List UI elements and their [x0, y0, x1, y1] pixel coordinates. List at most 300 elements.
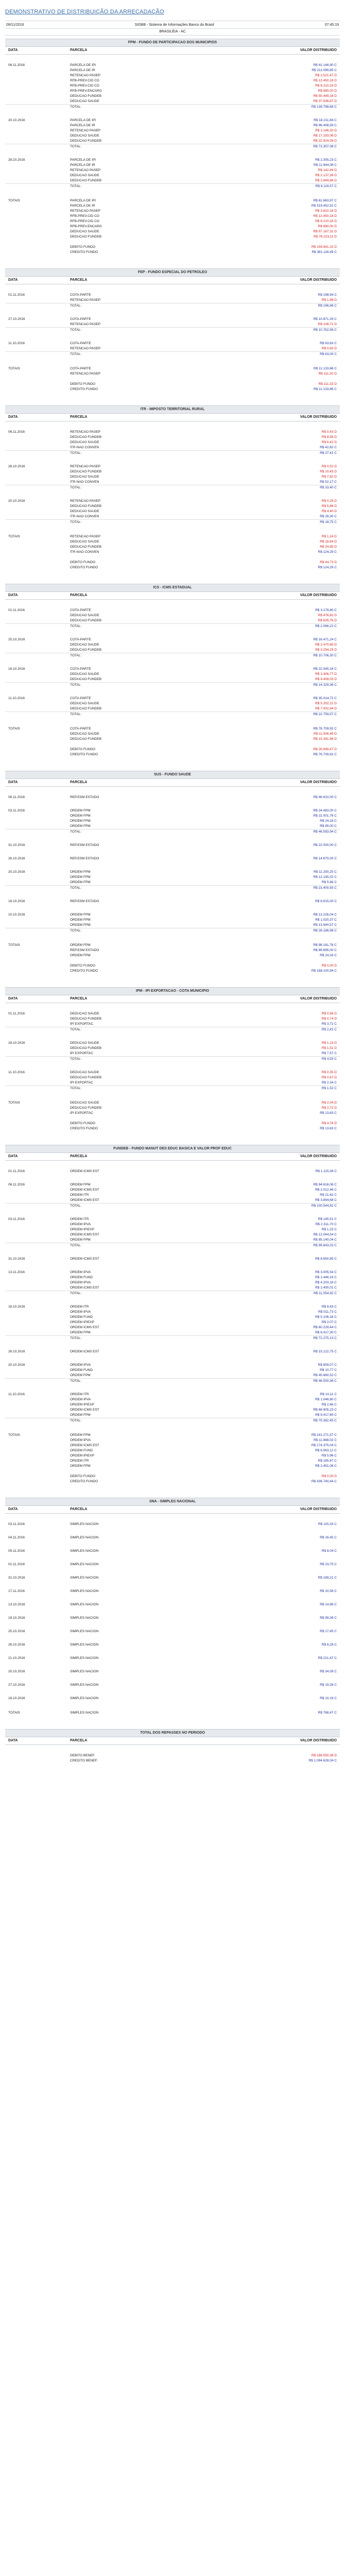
- row-parcela: TOTAL:: [70, 1244, 82, 1247]
- table-row: [5, 377, 340, 382]
- row-parcela: DEDUCAO FUNDEB: [70, 1046, 102, 1050]
- column-header: [5, 1153, 340, 1161]
- table-row: [5, 814, 340, 819]
- row-value: R$ 34,09 C: [320, 1670, 337, 1673]
- col-data: DATA: [8, 278, 18, 282]
- row-date: [8, 123, 70, 128]
- row-date: [8, 1443, 70, 1448]
- row-parcela: DEBITO FUNDO: [70, 1475, 95, 1478]
- row-parcela: ORDEM IPIEXP: [70, 1228, 94, 1231]
- row-parcela: RETENCAO PASEP: [70, 129, 101, 132]
- entry-group: [5, 1581, 340, 1594]
- row-date: 20.10.2016: [8, 1363, 25, 1367]
- table-row: [5, 1310, 340, 1315]
- row-value: R$ 3.810,16 D: [315, 209, 337, 213]
- row-value: R$ 174.375,04 C: [311, 1444, 337, 1447]
- table-row: [5, 234, 340, 240]
- row-value: R$ 24.483,00 C: [313, 809, 337, 812]
- row-value: R$ 8.650,85 C: [315, 1257, 337, 1261]
- row-value: R$ 52,17 C: [320, 480, 337, 484]
- table-row: [5, 608, 340, 613]
- row-parcela: DEDUCAO FUNDEB: [70, 619, 102, 622]
- table-row: [5, 1056, 340, 1062]
- row-value: R$ 27,41 C: [320, 451, 337, 455]
- row-value: R$ 7.002,94 D: [315, 707, 337, 710]
- row-date: 26.10.2016: [8, 857, 25, 860]
- row-parcela: SIMPLES NACION: [70, 1656, 99, 1660]
- row-parcela: [70, 555, 225, 560]
- row-date: 18.10.2016: [8, 1697, 25, 1700]
- column-header: [5, 1737, 340, 1745]
- row-parcela: DEDUCAO SAUDE: [70, 230, 99, 233]
- row-parcela: RETENCAO PASEP: [70, 499, 101, 503]
- table-row: [5, 912, 340, 918]
- row-parcela: DEDUCAO FUNDEB: [70, 737, 102, 741]
- row-date: [8, 1459, 70, 1464]
- row-value: R$ 0,56 D: [321, 1012, 337, 1015]
- table-row: [5, 875, 340, 880]
- row-value: R$ 10,58 C: [320, 1589, 337, 1593]
- table-row: [5, 885, 340, 891]
- row-value: R$ 211.099,85 C: [312, 69, 337, 72]
- row-date: [8, 1368, 70, 1373]
- row-value: R$ 94.616,06 C: [313, 1183, 337, 1187]
- row-parcela: ORDEM IPIEXP: [70, 1454, 94, 1458]
- row-parcela: COTA-PARTE: [70, 293, 91, 297]
- table-row: [5, 382, 340, 387]
- totals-group: [5, 1091, 340, 1131]
- section-title: FUNDEB - FUNDO MANUT DES EDUC BASICA E VALOR PROF EDUC: [5, 1145, 340, 1153]
- row-value: R$ 63,00 C: [320, 352, 337, 356]
- table-row: [5, 68, 340, 73]
- entry-group: [5, 904, 340, 934]
- row-date: [8, 1464, 70, 1469]
- row-date: [8, 642, 70, 648]
- table-row: [5, 555, 340, 560]
- header-date: 09/11/2016: [6, 23, 24, 27]
- section-title: FPM - FUNDO DE PARTICIPACAO DOS MUNICIPIOS: [5, 39, 340, 47]
- table-row: [5, 1320, 340, 1325]
- table-row: [5, 430, 340, 435]
- row-parcela: DEBITO BENEF.: [70, 1754, 95, 1757]
- row-date: [8, 1116, 70, 1121]
- row-value: R$ 511,73 C: [318, 1310, 337, 1314]
- row-date: [8, 480, 70, 485]
- row-value: R$ 23,75 C: [320, 1563, 337, 1566]
- row-value: R$ 188.100,94 C: [311, 969, 337, 973]
- row-value: [225, 1469, 337, 1474]
- row-value: R$ 3,72 C: [321, 1022, 337, 1026]
- row-parcela: ORDEM ITR: [70, 1217, 89, 1221]
- row-parcela: [70, 1116, 225, 1121]
- row-date: [8, 1469, 70, 1474]
- row-parcela: PARCELA DE IPI: [70, 158, 96, 162]
- row-date: 11.10.2016: [8, 1071, 25, 1074]
- row-date: 10.10.2016: [8, 913, 25, 917]
- row-date: [8, 1479, 70, 1484]
- row-parcela: TOTAL:: [70, 1028, 82, 1031]
- table-row: [5, 1086, 340, 1091]
- row-parcela: ORDEM FPM: [70, 819, 91, 823]
- table-row: [5, 732, 340, 737]
- row-value: R$ 2.066,22 C: [315, 624, 337, 628]
- entry-group: [5, 891, 340, 904]
- row-parcela: DEDUCAO FUNDEB: [70, 504, 102, 508]
- col-data: DATA: [8, 1155, 18, 1158]
- table-row: [5, 1280, 340, 1285]
- entry-group: [5, 1567, 340, 1581]
- table-row: [5, 1126, 340, 1131]
- row-value: R$ 111,32 D: [318, 382, 337, 386]
- row-date: 26.10.2016: [8, 1643, 25, 1647]
- table-row: [5, 293, 340, 298]
- row-value: R$ 221,47 C: [318, 1656, 337, 1660]
- row-value: R$ 35.014,72 C: [313, 697, 337, 700]
- row-parcela: SIMPLES NACION: [70, 1697, 99, 1700]
- row-value: R$ 18,75 C: [320, 520, 337, 524]
- row-parcela: ORDEM IPVA: [70, 1270, 91, 1274]
- row-parcela: ORDEM ITR: [70, 1305, 89, 1309]
- row-parcela: ORDEM ICMS EST: [70, 1350, 99, 1353]
- row-parcela: ORDEM ICMS EST: [70, 1286, 99, 1290]
- row-value: R$ 0,47 D: [321, 1076, 337, 1079]
- row-value: R$ 10.871,29 C: [313, 317, 337, 321]
- row-value: R$ 22.924,09 D: [313, 139, 337, 143]
- row-parcela: PARCELA DE IPI: [70, 63, 96, 67]
- section-title: ICS - ICMS ESTADUAL: [5, 584, 340, 592]
- table-row: [5, 534, 340, 539]
- row-parcela: DEDUCAO SAUDE: [70, 440, 99, 444]
- entry-group: [5, 688, 340, 717]
- table-row: [5, 824, 340, 829]
- row-date: [8, 824, 70, 829]
- table-row: [5, 899, 340, 904]
- row-value: R$ 159.641,10 D: [311, 245, 337, 249]
- row-parcela: TOTAL:: [70, 1336, 82, 1340]
- row-parcela: COTA-PARTE: [70, 667, 91, 671]
- table-row: [5, 808, 340, 814]
- report-sections: [5, 39, 340, 1764]
- row-parcela: PARCELA DE IR: [70, 69, 95, 72]
- table-row: [5, 1469, 340, 1474]
- row-date: [8, 1080, 70, 1086]
- report-title[interactable]: DEMONSTRATIVO DE DISTRIBUIÇÃO DA ARRECADAÇÃO: [5, 9, 164, 15]
- row-date: [8, 1320, 70, 1325]
- row-date: 06.11.2016: [8, 63, 25, 67]
- row-date: [8, 958, 70, 963]
- section-title: TOTAL DOS REPASSES NO PERIODO: [5, 1729, 340, 1737]
- row-parcela: TOTAL:: [70, 1379, 82, 1383]
- table-row: [5, 509, 340, 514]
- column-header: [5, 277, 340, 284]
- row-parcela: ORDEM FPM: [70, 875, 91, 879]
- row-date: 20.10.2016: [8, 870, 25, 874]
- row-date: [8, 520, 70, 525]
- row-value: [225, 377, 337, 382]
- row-date: [8, 1198, 70, 1203]
- row-parcela: DEDUCAO FUNDEB: [70, 545, 102, 549]
- row-value: R$ 9.417,65 C: [315, 1413, 337, 1417]
- table-row: [5, 706, 340, 711]
- table-row: [5, 1285, 340, 1291]
- row-parcela: DEDUCAO SAUDE: [70, 540, 99, 544]
- row-date: [8, 1315, 70, 1320]
- row-value: R$ 85,00 C: [320, 824, 337, 828]
- row-value: R$ 12.044,54 C: [313, 1233, 337, 1236]
- row-parcela: COTA-PARTE: [70, 727, 91, 731]
- row-value: R$ 111,32 D: [318, 372, 337, 376]
- totals-group: [5, 1423, 340, 1484]
- row-date: [8, 440, 70, 445]
- col-valor: VALOR DISTRIBUIDO: [300, 1507, 337, 1511]
- row-parcela: TOTAL:: [70, 713, 82, 716]
- row-value: R$ 15.341,98 D: [313, 737, 337, 741]
- row-parcela: ORDEM FPM: [70, 1464, 91, 1468]
- row-parcela: SIMPLES NACION: [70, 1563, 99, 1566]
- table-row: [5, 953, 340, 958]
- row-parcela: TOTAL:: [70, 328, 82, 332]
- row-value: R$ 8.210,33 D: [315, 219, 337, 223]
- row-parcela: DEBITO FUNDO: [70, 964, 95, 968]
- row-parcela: SIMPLES NACION: [70, 1549, 99, 1553]
- row-value: R$ 61.663,97 C: [313, 199, 337, 202]
- row-value: R$ 5,86 D: [321, 504, 337, 508]
- table-row: [5, 94, 340, 99]
- row-parcela: RETENCAO PASEP: [70, 209, 101, 213]
- row-value: R$ 11.888,02 C: [313, 1438, 337, 1442]
- table-row: [5, 1041, 340, 1046]
- table-row: [5, 943, 340, 948]
- table-row: [5, 298, 340, 303]
- row-date: [8, 209, 70, 214]
- row-parcela: ORDEM FUND: [70, 1315, 93, 1319]
- row-parcela: ORDEM ICMS EST: [70, 1198, 99, 1202]
- row-value: R$ 72.275,13 C: [313, 1336, 337, 1340]
- table-row: [5, 560, 340, 565]
- row-parcela: [70, 742, 225, 747]
- table-row: [5, 303, 340, 309]
- row-date: [8, 880, 70, 885]
- row-date: 18.10.2016: [8, 667, 25, 671]
- table-row: [5, 1291, 340, 1296]
- row-value: R$ 0,00 D: [321, 1475, 337, 1478]
- table-row: [5, 351, 340, 357]
- row-value: R$ 60.229,44 C: [313, 1326, 337, 1329]
- table-row: [5, 245, 340, 250]
- row-date: TOTAIS: [8, 943, 20, 947]
- entry-group: [5, 1634, 340, 1648]
- row-parcela: ORDEM FPM: [70, 870, 91, 874]
- row-date: 06.11.2016: [8, 1183, 25, 1187]
- table-row: [5, 474, 340, 480]
- row-value: R$ 24,85 D: [320, 545, 337, 549]
- row-value: R$ 9.119,57 C: [315, 184, 337, 188]
- table-row: [5, 1448, 340, 1453]
- table-row: [5, 118, 340, 123]
- row-date: 03.11.2016: [8, 809, 25, 812]
- row-value: R$ 7,57 C: [321, 1052, 337, 1055]
- row-parcela: SIMPLES NACION: [70, 1576, 99, 1580]
- table-row: [5, 1027, 340, 1032]
- row-parcela: DEDUCAO FUNDEB: [70, 648, 102, 652]
- row-date: 26.10.2016: [8, 1350, 25, 1353]
- row-parcela: REP.ESM ESTADO: [70, 795, 99, 799]
- table-row: [5, 1116, 340, 1121]
- row-date: [8, 133, 70, 139]
- row-parcela: ORDEM FPM: [70, 1238, 91, 1242]
- row-date: [8, 969, 70, 974]
- row-parcela: SIMPLES NACION: [70, 1683, 99, 1687]
- header-system: SIGBB - Sistema de Informações Banco do Brasil: [134, 23, 214, 27]
- row-value: R$ 198,94 C: [318, 293, 337, 297]
- row-value: R$ 8,28 C: [321, 1643, 337, 1647]
- row-value: R$ 980,00 D: [318, 225, 337, 228]
- table-row: [5, 1642, 340, 1648]
- row-parcela: ORDEM FPM: [70, 824, 91, 828]
- row-date: 05.11.2016: [8, 1549, 25, 1553]
- row-date: [8, 886, 70, 891]
- row-date: [8, 1758, 70, 1764]
- row-value: R$ 1.094.628,04 C: [308, 1759, 337, 1762]
- row-value: R$ 10,11 C: [320, 1393, 337, 1396]
- row-date: [8, 712, 70, 717]
- row-date: [8, 953, 70, 958]
- row-parcela: DEDUCAO SAUDE: [70, 643, 99, 647]
- table-row: [5, 856, 340, 861]
- entry-group: [5, 284, 340, 309]
- row-date: [8, 1413, 70, 1418]
- row-value: R$ 23.400,93 C: [313, 886, 337, 890]
- table-row: [5, 387, 340, 392]
- table-row: [5, 550, 340, 555]
- row-value: R$ 79.382,45 C: [313, 1419, 337, 1422]
- table-row: [5, 1304, 340, 1310]
- row-value: R$ 788,47 C: [318, 1711, 337, 1715]
- col-parcela: PARCELA: [70, 997, 88, 1001]
- entry-group: [5, 800, 340, 835]
- row-date: [8, 1418, 70, 1423]
- row-value: R$ 241.271,57 C: [311, 1433, 337, 1437]
- row-date: [8, 1373, 70, 1378]
- row-date: 20.10.2016: [8, 499, 25, 503]
- row-value: R$ 1,13 D: [321, 1041, 337, 1045]
- row-value: R$ 8,56 D: [321, 435, 337, 439]
- row-date: 25.10.2016: [8, 1630, 25, 1633]
- row-parcela: DEBITO FUNDO: [70, 382, 95, 386]
- table-row: [5, 341, 340, 346]
- row-parcela: DEDUCAO SAUDE: [70, 1101, 99, 1105]
- table-row: [5, 1575, 340, 1581]
- row-date: 03.11.2016: [8, 1217, 25, 1221]
- col-data: DATA: [8, 415, 18, 419]
- row-value: R$ 4,93 C: [321, 1057, 337, 1061]
- row-parcela: SIMPLES NACION: [70, 1670, 99, 1673]
- table-row: [5, 1522, 340, 1527]
- row-date: [8, 1336, 70, 1341]
- row-value: R$ 12.450,18 D: [313, 79, 337, 82]
- column-header: [5, 47, 340, 55]
- row-parcela: CREDITO FUNDO: [70, 969, 98, 973]
- row-date: [8, 234, 70, 240]
- table-row: [5, 1443, 340, 1448]
- row-date: [8, 1106, 70, 1111]
- row-date: [8, 1227, 70, 1232]
- col-valor: VALOR DISTRIBUIDO: [300, 278, 337, 282]
- row-date: 20.10.2016: [8, 118, 25, 122]
- row-date: 13.11.2016: [8, 1270, 25, 1274]
- row-parcela: ORDEM FUND: [70, 1368, 93, 1372]
- table-row: [5, 1275, 340, 1280]
- row-parcela: TOTAL:: [70, 145, 82, 148]
- col-parcela: PARCELA: [70, 278, 88, 282]
- table-row: [5, 963, 340, 969]
- col-parcela: PARCELA: [70, 1507, 88, 1511]
- table-row: [5, 1602, 340, 1607]
- row-value: R$ 0,29 D: [321, 499, 337, 503]
- table-row: [5, 1433, 340, 1438]
- table-row: [5, 1397, 340, 1402]
- table-row: [5, 63, 340, 68]
- row-parcela: ORDEM IPVA: [70, 1223, 91, 1226]
- table-row: [5, 198, 340, 204]
- header-time: 07:45:19: [324, 23, 339, 27]
- row-date: [8, 303, 70, 309]
- row-date: [8, 229, 70, 234]
- col-parcela: PARCELA: [70, 594, 88, 597]
- row-value: R$ 0,00 D: [321, 964, 337, 968]
- row-parcela: SIMPLES NACION: [70, 1711, 99, 1715]
- row-date: TOTAIS: [8, 1433, 20, 1437]
- row-value: R$ 2.451,06 C: [315, 1464, 337, 1468]
- row-date: [8, 1408, 70, 1413]
- row-date: [8, 1285, 70, 1291]
- table-row: [5, 1257, 340, 1262]
- row-parcela: DEDUCAO SAUDE: [70, 174, 99, 177]
- row-value: R$ 6.615,00 C: [315, 900, 337, 903]
- row-parcela: TOTAL:: [70, 352, 82, 356]
- row-parcela: RFB-PREV.CID CO: [70, 214, 99, 218]
- header-municipio: BRASILÉIA - AC: [5, 28, 340, 36]
- table-row: [5, 1193, 340, 1198]
- row-parcela: [70, 240, 225, 245]
- entry-group: [5, 1248, 340, 1262]
- row-date: [8, 99, 70, 104]
- table-row: [5, 1315, 340, 1320]
- table-row: [5, 918, 340, 923]
- row-parcela: IPI EXPORTAC: [70, 1022, 93, 1026]
- col-parcela: PARCELA: [70, 1739, 88, 1742]
- row-parcela: RETENCAO PASEP: [70, 298, 101, 302]
- row-value: R$ 46.610,00 C: [313, 795, 337, 799]
- row-parcela: DEBITO FUNDO: [70, 245, 95, 249]
- column-header: [5, 779, 340, 787]
- row-value: R$ 0,63 D: [321, 347, 337, 350]
- table-row: [5, 1100, 340, 1106]
- row-parcela: CREDITO FUNDO: [70, 387, 98, 391]
- row-parcela: [70, 1469, 225, 1474]
- table-row: [5, 1453, 340, 1459]
- row-value: R$ 2.305,23 C: [315, 158, 337, 162]
- table-row: [5, 1669, 340, 1674]
- row-parcela: IPI EXPORTAC: [70, 1111, 93, 1115]
- row-date: [8, 875, 70, 880]
- row-value: R$ 6.563,12 C: [315, 1449, 337, 1452]
- row-value: R$ 99.643,02 C: [313, 1244, 337, 1247]
- row-parcela: ITR-NAO CONVEN: [70, 550, 99, 554]
- row-date: [8, 1238, 70, 1243]
- row-parcela: ORDEM FPM: [70, 1331, 91, 1334]
- row-value: R$ 100.544,82 C: [311, 1204, 337, 1208]
